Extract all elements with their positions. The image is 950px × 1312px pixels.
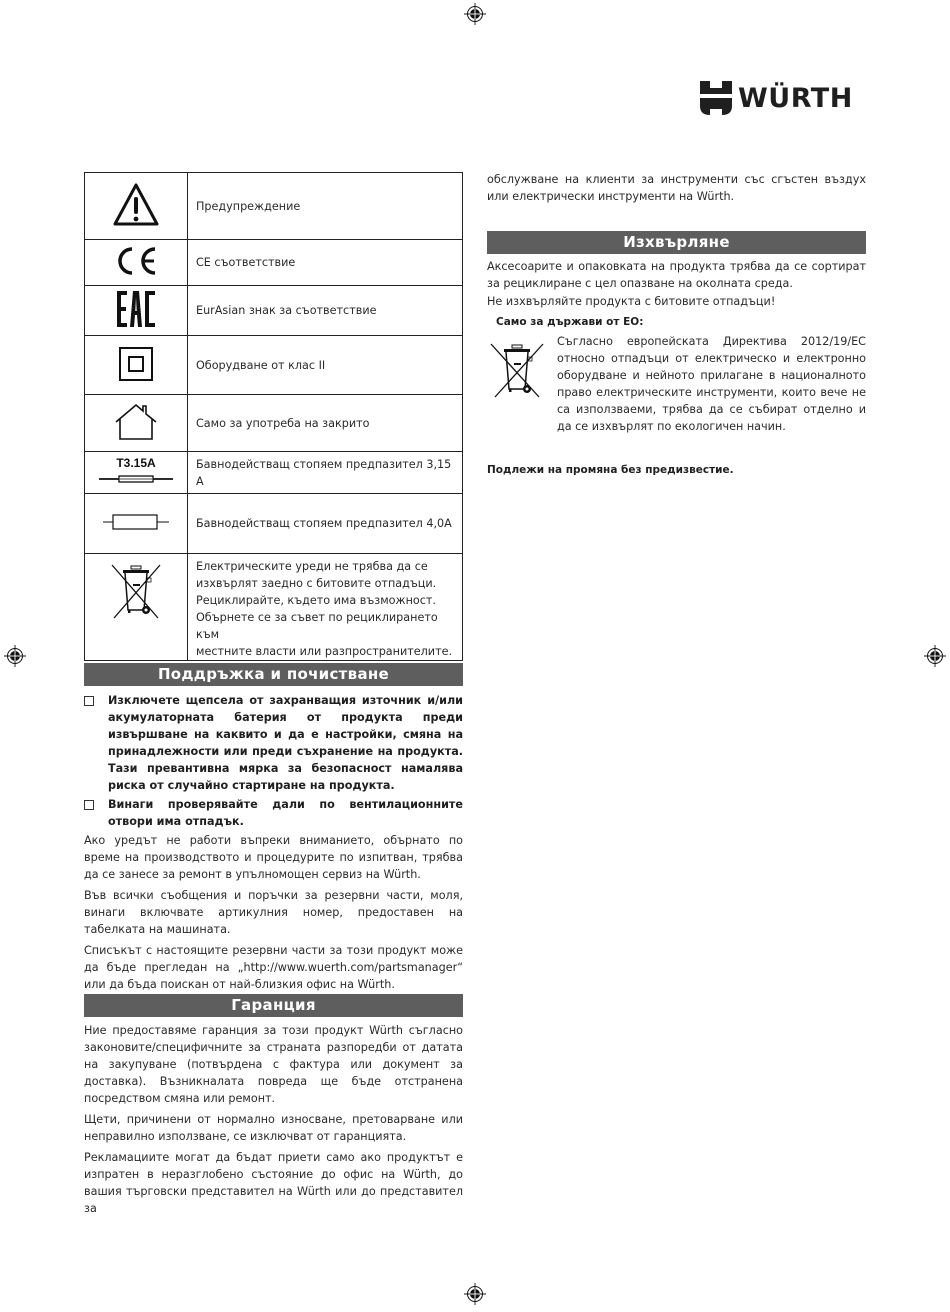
svg-text:T3.15A: T3.15A <box>116 456 156 470</box>
symbol-description: Само за употреба на закрито <box>188 395 463 452</box>
section-heading: Поддръжка и почистване <box>84 663 463 686</box>
crossed-bin-container <box>487 333 557 435</box>
paragraph: Съгласно европейската Директива 2012/19/EC относно отпадъци от електрическо и електронно оборудване и нейното прилагане в националното право електрическите инструменти, които вече не са използваеми, трябва да се събират отделно и да се изхвърлят по екологичен начин. <box>557 335 866 433</box>
symbol-description: EurAsian знак за съответствие <box>188 286 463 336</box>
registration-mark-icon <box>464 1283 486 1305</box>
ce-mark-icon <box>113 246 159 276</box>
table-row <box>85 395 463 452</box>
symbol-description: Електрическите уреди не трябва да се изхвърлят заедно с битовите отпадъци. Рециклирайте, където има възможност. Обърнете се за съвет по рециклирането към местните власти или разпространителите. <box>188 554 463 661</box>
right-column <box>487 171 866 479</box>
table-row <box>85 173 463 240</box>
table-row <box>85 554 463 661</box>
paragraph: Във всички съобщения и поръчки за резервни части, моля, винаги включвате артикулния номер, предоставен на табелката на машината. <box>84 889 463 936</box>
table-row <box>85 452 463 494</box>
wurth-logo <box>700 80 868 116</box>
table-row <box>85 240 463 286</box>
paragraph: Ние предоставяме гаранция за този продукт Würth съгласно законовите/специфичните за страната разпоредби от датата на закупуване (потвърдена с фактура или документ за доставка). Възникналата повреда ще бъде отстранена посредством смяна или ремонт. <box>84 1024 463 1105</box>
wurth-shield-icon <box>700 81 732 115</box>
section-heading: Изхвърляне <box>487 231 866 254</box>
registration-mark-icon <box>464 3 486 25</box>
table-row <box>85 494 463 554</box>
warning-triangle-icon <box>111 181 161 229</box>
checkbox-square-icon <box>84 800 94 810</box>
indoor-house-icon <box>113 402 159 442</box>
symbol-description: Бавнодействащ стопяем предпазител 3,15 A <box>188 452 463 494</box>
paragraph: Ако уредът не работи въпреки вниманието, обърнато по време на производството и процедурите по изпитван, трябва да се занесе за ремонт в упълномощен сервиз на Würth. <box>84 834 463 881</box>
list-item: Изключете щепсела от захранващия източник и/или акумулаторната батерия от продукта преди извършване на каквито и да е настройки, смяна на принадлежности или преди съхранение на продукта. Тази превантивна мярка за безопасност намалява риска от случайно стартиране на продукта. <box>84 692 463 794</box>
symbol-description: Оборудване от клас II <box>188 336 463 395</box>
crossed-bin-icon <box>487 339 547 401</box>
registration-mark-icon <box>924 645 946 667</box>
paragraph: обслужване на клиенти за инструменти със сгъстен въздух или електрически инструменти на Würth. <box>487 173 866 203</box>
eu-heading: Само за държави от ЕО: <box>496 316 644 328</box>
section-heading: Гаранция <box>84 994 463 1017</box>
paragraph: Списъкът с настоящите резервни части за този продукт може да бъде прегледан на „http://www.wuerth.com/partsmanager“ или да бъда поискан от най-близкия офис на Würth. <box>84 944 463 991</box>
maintenance-section <box>84 663 463 997</box>
paragraph: Аксесоарите и опаковката на продукта трябва да се сортират за рециклиране с цел опазване на околната среда. <box>487 260 866 290</box>
symbol-description: Предупреждение <box>188 173 463 240</box>
paragraph: Не изхвърляйте продукта с битовите отпадъци! <box>487 295 776 308</box>
list-item: Винаги проверявайте дали по вентилационните отвори има отпадък. <box>84 796 463 830</box>
maintenance-bullets <box>84 692 463 830</box>
fuse-t3-15a-icon <box>96 454 176 488</box>
eu-disposal-block <box>487 333 866 435</box>
class-ii-double-square-icon <box>118 346 154 382</box>
registration-mark-icon <box>4 645 26 667</box>
fuse-icon <box>101 510 171 534</box>
eac-mark-icon <box>115 289 157 329</box>
table-row <box>85 286 463 336</box>
checkbox-square-icon <box>84 696 94 706</box>
paragraph: Щети, причинени от нормално износване, претоварване или неправилно използване, се изключват от гаранцията. <box>84 1113 463 1143</box>
symbol-description: CE съответствие <box>188 240 463 286</box>
symbols-table <box>84 172 463 661</box>
paragraph: Рекламациите могат да бъдат приети само ако продуктът е изпратен в неразглобено състояние до офис на Würth, до вашия търговски представител на Würth или до представител за <box>84 1151 463 1215</box>
table-row <box>85 336 463 395</box>
crossed-bin-icon <box>106 560 166 622</box>
brand-name: WÜRTH <box>738 82 853 114</box>
symbol-description: Бавнодействащ стопяем предпазител 4,0A <box>188 494 463 554</box>
footer-note: Подлежи на промяна без предизвестие. <box>487 464 734 476</box>
warranty-section <box>84 994 463 1221</box>
